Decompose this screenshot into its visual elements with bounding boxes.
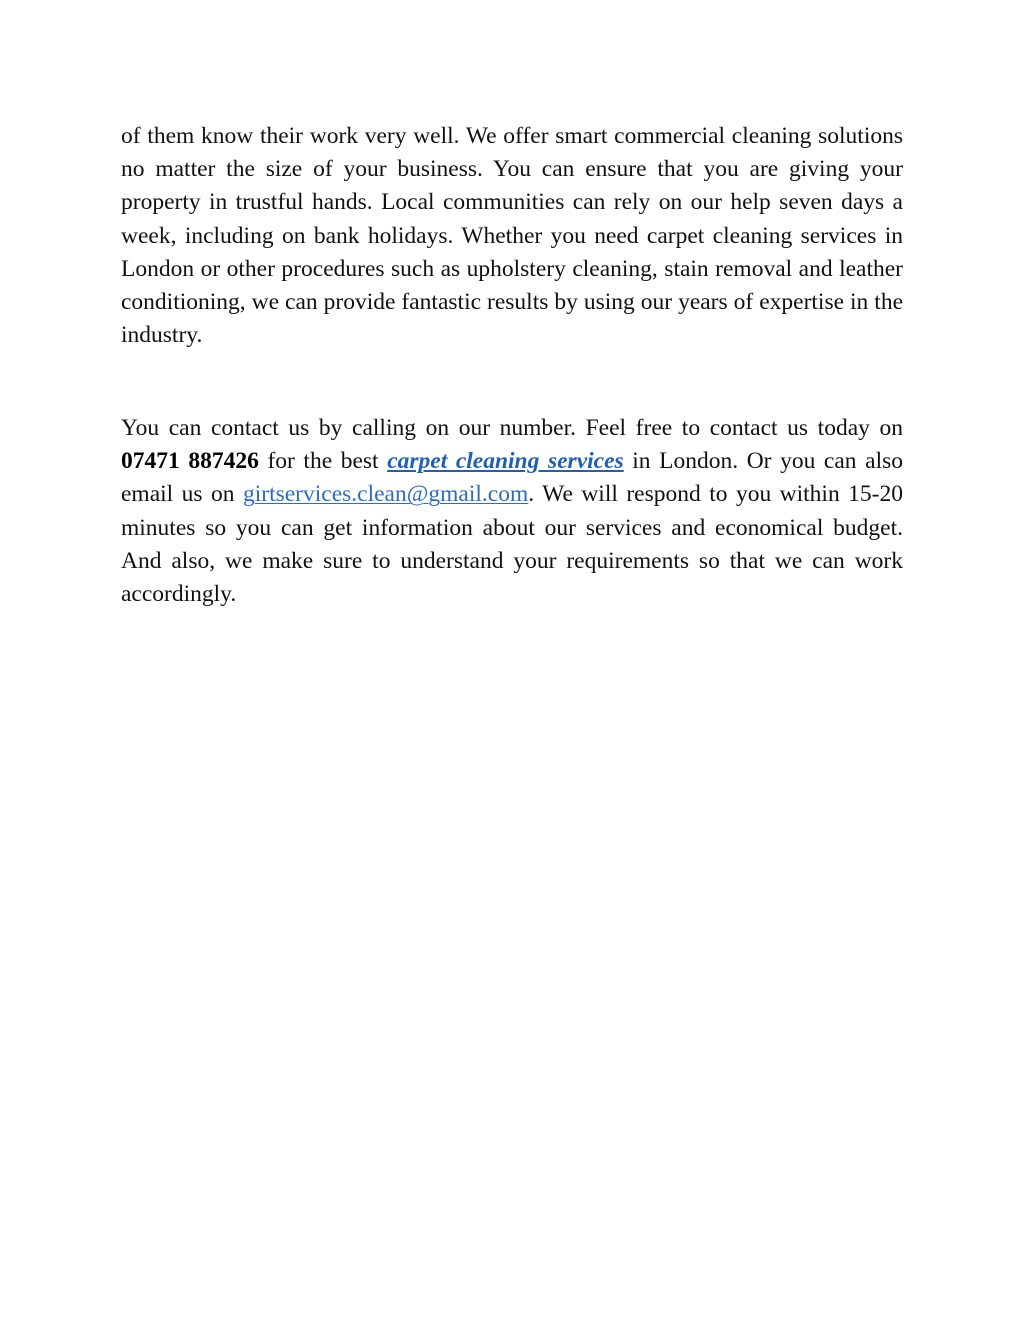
phone-number: 07471 887426 — [121, 448, 259, 475]
paragraph-contact — [121, 412, 903, 611]
contact-text-intro: You can contact us by calling on our number. Feel free to contact us today on — [121, 415, 903, 441]
contact-text-email-intro: in London. Or you can also email us on — [121, 448, 903, 508]
contact-text-response: . We will respond to you within 15-20 minutes so you can get information about our services and economical budget. And also, we make sure to understand your requirements so that we can work accordingly. — [121, 481, 903, 608]
email-link[interactable]: girtservices.clean@gmail.com — [242, 481, 529, 508]
paragraph-services-intro: of them know their work very well. We offer smart commercial cleaning solutions no matter the size of your business. You can ensure that you are giving your property in trustful hands. Local communities can rely on our help seven days a week, including on bank holidays. Whether you need carpet cleaning services in London or other procedures such as upholstery cleaning, stain removal and leather conditioning, we can provide fantastic results by using our years of expertise in the industry. — [121, 123, 903, 349]
contact-text-best: for the best — [258, 448, 388, 475]
carpet-cleaning-services-link[interactable]: carpet cleaning services — [387, 448, 624, 475]
